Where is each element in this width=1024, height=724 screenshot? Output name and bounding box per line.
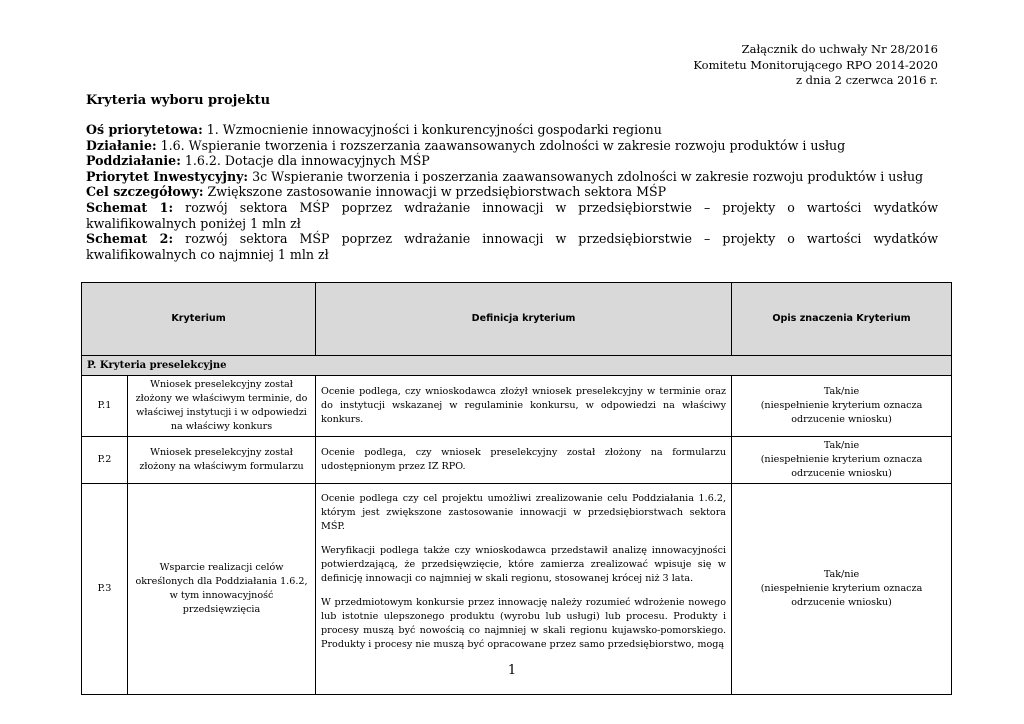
- action: [86, 138, 938, 154]
- criteria-table: [81, 282, 952, 695]
- scheme-1: [86, 200, 938, 231]
- priority-axis-label: Oś priorytetowa:: [86, 122, 203, 137]
- action-label: Działanie:: [86, 137, 157, 153]
- specific-goal-value: Zwiększone zastosowanie innowacji w przedsiębiorstwach sektora MŚP: [203, 184, 667, 200]
- annex-header: [693, 42, 938, 89]
- criterion-definition: Ocenie podlega, czy wniosek preselekcyjny został złożony na formularzu udostępnionym przez IZ RPO.: [316, 437, 732, 484]
- answer-note: (niespełnienie kryterium oznacza odrzucenie wniosku): [760, 583, 923, 608]
- criterion-id: P.1: [82, 376, 128, 437]
- specific-goal: [86, 184, 938, 200]
- scheme-2-value: rozwój sektora MŚP poprzez wdrażanie innowacji w przedsiębiorstwie – projekty o wartości wydatków kwalifikowalnych co najmniej 1 mln zł: [86, 231, 939, 262]
- priority-axis: [86, 122, 938, 138]
- investment-priority-label: Priorytet Inwestycyjny:: [86, 168, 249, 184]
- criterion-meaning: [732, 376, 952, 437]
- scheme-2: [86, 231, 938, 262]
- header-meaning: Opis znaczenia Kryterium: [732, 283, 952, 356]
- criterion-id: P.2: [82, 437, 128, 484]
- document-title: Kryteria wyboru projektu: [86, 93, 271, 108]
- answer-note: (niespełnienie kryterium oznacza odrzucenie wniosku): [760, 454, 923, 479]
- answer-value: Tak/nie: [823, 569, 860, 580]
- definition-paragraph-3: W przedmiotowym konkursie przez innowację należy rozumieć wdrożenie nowego lub istotnie ulepszonego produktu (wyrobu lub usługi) lub procesu. Produkty i procesy muszą być nowością co najmniej w skali regionu kujawsko-pomorskiego. Produkty i procesy nie muszą być opracowane przez samo przedsiębiorstwo, mogą: [321, 597, 727, 650]
- criterion-definition: Ocenie podlega, czy wnioskodawca złożył wniosek preselekcyjny w terminie oraz do instytucji wskazanej w regulaminie konkursu, w odpowiedzi na właściwy konkurs.: [316, 376, 732, 437]
- criterion-name: Wniosek preselekcyjny został złożony we właściwym terminie, do właściwej instytucji i w odpowiedzi na właściwy konkurs: [128, 376, 316, 437]
- table-row: [82, 376, 952, 437]
- investment-priority: [86, 169, 938, 185]
- section-title: P. Kryteria preselekcyjne: [82, 356, 952, 376]
- scheme-1-label: Schemat 1:: [86, 199, 174, 215]
- criterion-id: P.3: [82, 484, 128, 695]
- scheme-1-value: rozwój sektora MŚP poprzez wdrażanie innowacji w przedsiębiorstwie – projekty o wartości wydatków kwalifikowalnych poniżej 1 mln zł: [86, 199, 939, 231]
- definition-paragraph-2: Weryfikacji podlega także czy wnioskodawca przedstawił analizę innowacyjności potwierdzającą, że przedsięwzięcie, które zamierza zrealizować wpisuje się w definicję innowacji co najmniej w skali regionu, stosowanej krócej niż 3 lata.: [321, 545, 727, 584]
- criterion-meaning: [732, 437, 952, 484]
- table-header-row: [82, 283, 952, 356]
- header-definition: Definicja kryterium: [316, 283, 732, 356]
- scheme-2-label: Schemat 2:: [86, 231, 174, 247]
- answer-value: Tak/nie: [823, 440, 860, 451]
- annex-line-1: Załącznik do uchwały Nr 28/2016: [741, 42, 938, 56]
- table-row: [82, 437, 952, 484]
- criterion-name: Wsparcie realizacji celów określonych dla Poddziałania 1.6.2, w tym innowacyjność przedsięwzięcia: [128, 484, 316, 695]
- definition-paragraph-1: Ocenie podlega czy cel projektu umożliwi zrealizowanie celu Poddziałania 1.6.2, którym jest zwiększone zastosowanie innowacji w przedsiębiorstwach sektora MŚP.: [321, 493, 727, 532]
- page-number: 1: [507, 663, 517, 678]
- sub-action: [86, 153, 938, 169]
- answer-note: (niespełnienie kryterium oznacza odrzucenie wniosku): [760, 400, 923, 425]
- project-info: [86, 122, 938, 262]
- sub-action-value: 1.6.2. Dotacje dla innowacyjnych MŚP: [180, 153, 430, 169]
- investment-priority-value: 3c Wspieranie tworzenia i poszerzania zaawansowanych zdolności w zakresie rozwoju produktów i usług: [248, 168, 924, 184]
- priority-axis-value: 1. Wzmocnienie innowacyjności i konkurencyjności gospodarki regionu: [202, 122, 662, 137]
- sub-action-label: Poddziałanie:: [86, 153, 181, 169]
- section-row: [82, 356, 952, 376]
- header-criterion: Kryterium: [82, 283, 316, 356]
- criterion-name: Wniosek preselekcyjny został złożony na właściwym formularzu: [128, 437, 316, 484]
- answer-value: Tak/nie: [823, 386, 860, 397]
- specific-goal-label: Cel szczegółowy:: [86, 184, 204, 200]
- action-value: 1.6. Wspieranie tworzenia i rozszerzania zaawansowanych zdolności w zakresie rozwoju produktów i usług: [156, 137, 846, 153]
- annex-line-3: z dnia 2 czerwca 2016 r.: [795, 73, 938, 87]
- annex-line-2: Komitetu Monitorującego RPO 2014-2020: [693, 57, 938, 72]
